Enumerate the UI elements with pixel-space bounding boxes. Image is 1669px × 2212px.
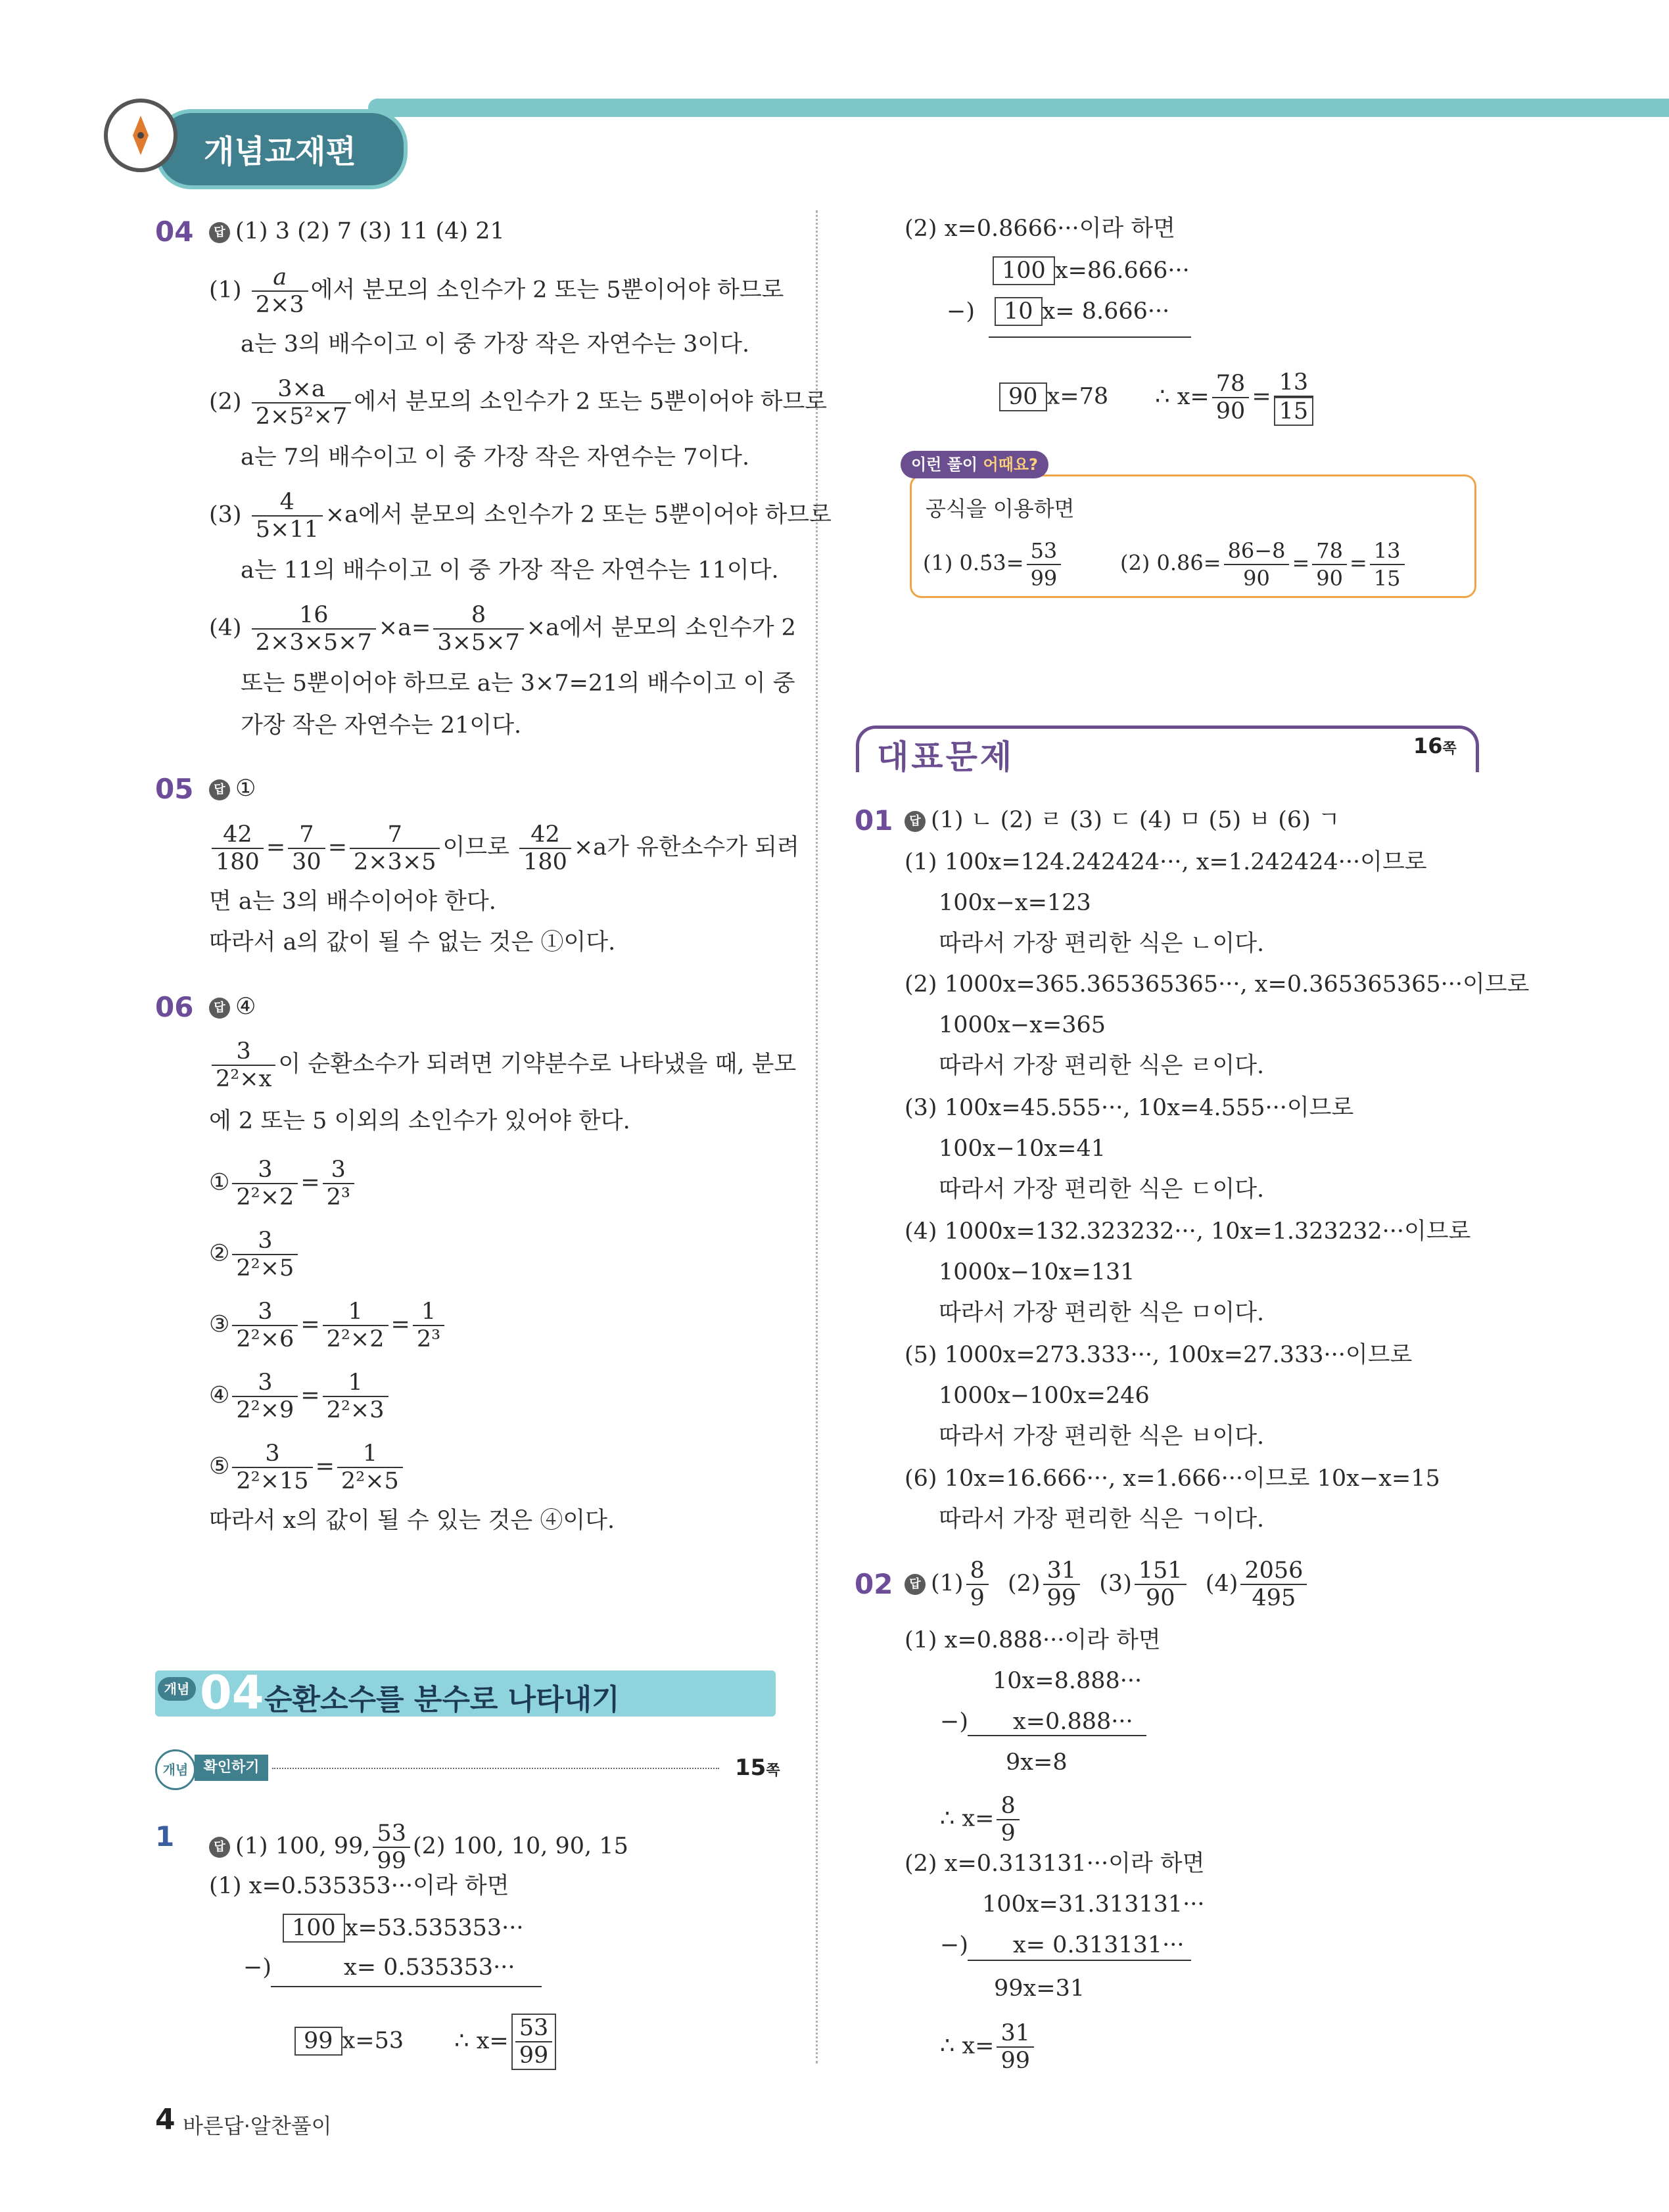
q01-e1: (5) 1000x=273.333···, 100x=27.333···이므로 [905, 1342, 1413, 1368]
q04-4-line3: 가장 작은 자연수는 21이다. [241, 712, 522, 739]
section-title: 순환소수를 분수로 나타내기 [264, 1683, 620, 1717]
q01-b3: 따라서 가장 편리한 식은 ㄹ이다. [939, 1053, 1265, 1079]
check-label: 확인하기 [195, 1755, 268, 1781]
q1-subtract-line [271, 1986, 542, 1987]
q02-b5: ∴ x= $\frac{31}{99}$ [940, 2020, 1037, 2074]
q05-line2: 면 a는 3의 배수이어야 한다. [209, 888, 496, 915]
q01-e3: 따라서 가장 편리한 식은 ㅂ이다. [939, 1423, 1265, 1450]
answer-icon: 답 [905, 1574, 926, 1595]
q02-a-subtract-line [968, 1735, 1146, 1736]
q04-3-conclusion: a는 11의 배수이고 이 중 가장 작은 자연수는 11이다. [241, 557, 779, 584]
tip-formula-2: (2) 0.86̇= $\frac{86-8}{90}$ = $\frac{78}{90}$ = $\frac{13}{15}$ [1120, 538, 1407, 591]
q06-conclusion: 따라서 x의 값이 될 수 있는 것은 ④이다. [209, 1508, 615, 1534]
q1-row3: 99 x=53 ∴ x= $\frac{53}{99}$ [294, 2014, 559, 2070]
q04-4-line2: 또는 5뿐이어야 하므로 a는 3×7=21의 배수이고 이 중 [241, 670, 795, 697]
q05-line3: 따라서 a의 값이 될 수 없는 것은 ①이다. [209, 929, 616, 956]
tip-formula-1: (1) 0.5̇3̇= $\frac{53}{99}$ [923, 538, 1064, 591]
q01-answer: 답 (1) ㄴ (2) ㄹ (3) ㄷ (4) ㅁ (5) ㅂ (6) ㄱ [905, 806, 1340, 835]
q06-option-4: ④ $\frac{3}{\text{2²×9}}$ = $\frac{1}{\text{2²×3}}$ [209, 1370, 391, 1423]
q01-a2: 100x−x=123 [939, 890, 1091, 916]
q1-row2: −) x= 0.535353··· [243, 1954, 515, 1981]
r-top-row1: 100 x=86.666··· [993, 256, 1190, 285]
q06-line2: 에 2 또는 5 이외의 소인수가 있어야 한다. [209, 1108, 630, 1134]
answer-icon: 답 [209, 998, 230, 1019]
q02-b2: 100x=31.313131··· [982, 1891, 1205, 1918]
q02-b-subtract-line [968, 1960, 1191, 1961]
q04-4: (4) $\frac{16}{2\times 3\times 5\times 7}$ ×a= $\frac{8}{3\times 5\times 7}$ ×a에서 분모의 소인수가 2 [209, 602, 796, 656]
rep-title: 대표문제 [877, 738, 1015, 776]
answer-icon: 답 [209, 1837, 230, 1858]
q02-b1: (2) x=0.313131···이라 하면 [905, 1851, 1205, 1877]
r-top-row3: 90 x=78 ∴ x= $\frac{78}{90}$ = $\frac{13}{15}$ [999, 369, 1316, 426]
q01-f1: (6) 10x=16.666···, x=1.666···이므로 10x−x=15 [905, 1465, 1440, 1492]
q02-number: 02 [855, 1568, 893, 1600]
q02-a2: 10x=8.888··· [993, 1668, 1142, 1694]
r-top-subtract-line [989, 336, 1191, 338]
q05-line1: $\frac{42}{180}$ = $\frac{7}{30}$ = $\frac{7}{2\times 3\times 5}$ 이므로 $\frac{42}{180}$ ×a가 유한소수가 되려 [209, 821, 799, 875]
answer-icon: 답 [209, 222, 230, 243]
q06-option-2: ② $\frac{3}{\text{2²×5}}$ [209, 1228, 300, 1281]
check-dotted-line [272, 1768, 719, 1769]
footer-page-number: 4 [155, 2103, 176, 2136]
q06-option-1: ① $\frac{3}{\text{2²×2}}$ = $\frac{3}{\text{2³}}$ [209, 1157, 357, 1210]
check-page: 15쪽 [735, 1755, 780, 1781]
q04-3: (3) $\frac{4}{5\times 11}$ ×a에서 분모의 소인수가 2 또는 5뿐이어야 하므로 [209, 489, 832, 543]
q04-number: 04 [155, 216, 194, 248]
q01-a3: 따라서 가장 편리한 식은 ㄴ이다. [939, 931, 1265, 957]
q06-line1: $\frac{3}{\text{2²×x}}$ 이 순환소수가 되려면 기약분수로 나타냈을 때, 분모 [209, 1038, 796, 1092]
q01-c1: (3) 100x=45.555···, 10x=4.555···이므로 [905, 1095, 1354, 1121]
clock-icon [104, 99, 177, 172]
q06-option-3: ③ $\frac{3}{\text{2²×6}}$ = $\frac{1}{\text{2²×2}}$ = $\frac{1}{\text{2³}}$ [209, 1299, 447, 1352]
q01-d1: (4) 1000x=132.323232···, 10x=1.323232···이므로 [905, 1218, 1471, 1245]
section-number: 04 [200, 1666, 264, 1720]
r-top-row2: −) 10 x= 8.666··· [947, 298, 1170, 325]
q02-b3: −) x= 0.313131··· [940, 1932, 1185, 1958]
q01-a1: (1) 100x=124.242424···, x=1.242424···이므로 [905, 849, 1427, 875]
answer-icon: 답 [905, 811, 926, 832]
q01-c2: 100x−10x=41 [939, 1136, 1106, 1162]
answer-icon: 답 [209, 779, 230, 800]
q04-2: (2) $\frac{3\times a}{\text{2×5²×7}}$ 에서 분모의 소인수가 2 또는 5뿐이어야 하므로 [209, 376, 828, 430]
tip-tag: 이런 풀이 어때요? [901, 451, 1048, 478]
q01-d2: 1000x−10x=131 [939, 1259, 1135, 1285]
q04-2-conclusion: a는 7의 배수이고 이 중 가장 작은 자연수는 7이다. [241, 444, 750, 471]
q01-b2: 1000x−x=365 [939, 1012, 1106, 1038]
q01-c3: 따라서 가장 편리한 식은 ㄷ이다. [939, 1176, 1265, 1203]
section-badge: 개념 [158, 1677, 196, 1701]
q02-a3: −) x=0.888··· [940, 1709, 1133, 1735]
q01-number: 01 [855, 804, 893, 837]
q01-d3: 따라서 가장 편리한 식은 ㅁ이다. [939, 1300, 1265, 1326]
tip-line1: 공식을 이용하면 [926, 496, 1075, 521]
q04-1: (1) $\frac{a}{2\times 3}$ 에서 분모의 소인수가 2 또는 5뿐이어야 하므로 [209, 264, 784, 318]
header-title: 개념교재편 [204, 133, 356, 170]
q04-1-conclusion: a는 3의 배수이고 이 중 가장 작은 자연수는 3이다. [241, 331, 750, 357]
q01-f3: 따라서 가장 편리한 식은 ㄱ이다. [939, 1506, 1265, 1532]
q02-answer: 답 (1) $\frac{8}{9}$ (2) $\frac{31}{99}$ (3) $\frac{151}{90}$ (4) $\frac{2056}{495}$ [905, 1557, 1309, 1611]
column-divider [816, 210, 818, 2063]
footer-label: 바른답·알찬풀이 [183, 2113, 332, 2138]
q1-row1: 100 x=53.535353··· [283, 1914, 524, 1943]
q02-b4: 99x=31 [994, 1975, 1085, 2002]
q02-a4: 9x=8 [1006, 1749, 1068, 1776]
q06-number: 06 [155, 991, 194, 1023]
q1-line1: (1) x=0.535353···이라 하면 [209, 1873, 509, 1899]
q06-answer: 답 ④ [209, 992, 256, 1021]
q06-option-5: ⑤ $\frac{3}{\text{2²×15}}$ = $\frac{1}{\text{2²×5}}$ [209, 1440, 406, 1494]
q02-a5: ∴ x= $\frac{8}{9}$ [940, 1793, 1022, 1847]
q01-e2: 1000x−100x=246 [939, 1383, 1150, 1409]
r-top-line1: (2) x=0.8666···이라 하면 [905, 216, 1175, 242]
q02-a1: (1) x=0.888···이라 하면 [905, 1627, 1161, 1653]
q1-answer: 답 (1) 100, 99, $\frac{53}{99}$ (2) 100, 10, 90, 15 [209, 1820, 628, 1874]
q01-b1: (2) 1000x=365.365365365···, x=0.365365365···이므로 [905, 971, 1530, 998]
q1-number: 1 [155, 1820, 175, 1853]
q05-number: 05 [155, 773, 194, 805]
header-stripe [368, 99, 1669, 117]
q05-answer: 답 ① [209, 774, 256, 803]
check-badge: 개념 [155, 1749, 196, 1790]
rep-page: 16쪽 [1413, 733, 1457, 758]
q04-answer: 답 (1) 3 (2) 7 (3) 11 (4) 21 [209, 217, 505, 246]
